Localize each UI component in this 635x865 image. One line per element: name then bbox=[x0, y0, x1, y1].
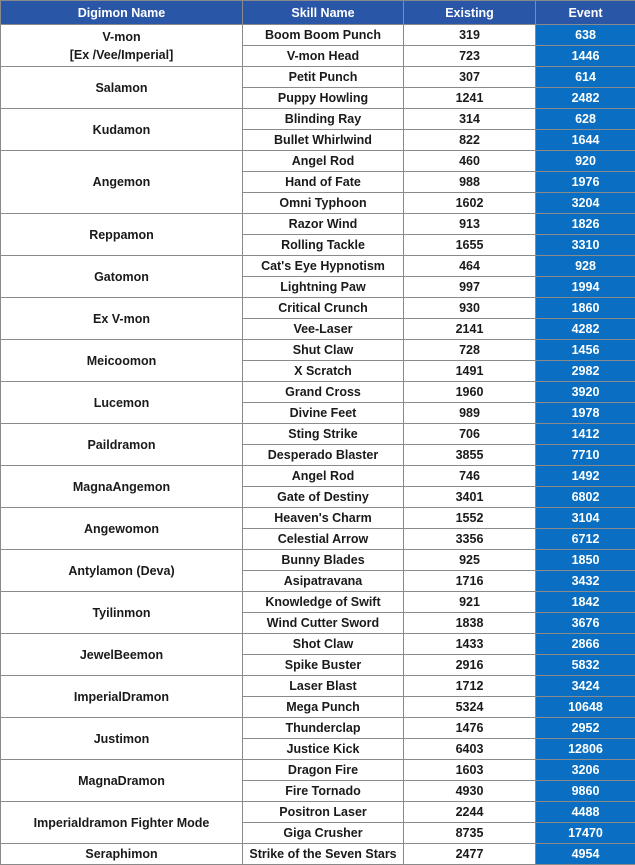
event-value-cell: 3104 bbox=[536, 508, 635, 529]
header-skill-name: Skill Name bbox=[243, 1, 404, 25]
event-value-cell: 638 bbox=[536, 25, 635, 46]
skill-name-cell: V-mon Head bbox=[243, 46, 404, 67]
event-value-cell: 5832 bbox=[536, 655, 635, 676]
digimon-name-line: Justimon bbox=[94, 732, 150, 746]
existing-value-cell: 1476 bbox=[404, 718, 536, 739]
digimon-name-cell bbox=[1, 760, 243, 802]
existing-value-cell: 822 bbox=[404, 130, 536, 151]
skill-name-cell: Knowledge of Swift bbox=[243, 592, 404, 613]
digimon-name-cell bbox=[1, 592, 243, 634]
table-row bbox=[1, 256, 635, 277]
skill-name-cell: Blinding Ray bbox=[243, 109, 404, 130]
skill-name-cell: Fire Tornado bbox=[243, 781, 404, 802]
existing-value-cell: 706 bbox=[404, 424, 536, 445]
table-row bbox=[1, 802, 635, 823]
digimon-name-line: Ex V-mon bbox=[93, 312, 150, 326]
event-value-cell: 2482 bbox=[536, 88, 635, 109]
existing-value-cell: 2141 bbox=[404, 319, 536, 340]
event-value-cell: 4954 bbox=[536, 844, 635, 865]
event-value-cell: 1412 bbox=[536, 424, 635, 445]
event-value-cell: 12806 bbox=[536, 739, 635, 760]
digimon-name-line: V-mon bbox=[102, 30, 140, 44]
table-row bbox=[1, 844, 635, 865]
event-value-cell: 1644 bbox=[536, 130, 635, 151]
digimon-name-line: Angewomon bbox=[84, 522, 159, 536]
event-value-cell: 920 bbox=[536, 151, 635, 172]
existing-value-cell: 5324 bbox=[404, 697, 536, 718]
skill-name-cell: Bullet Whirlwind bbox=[243, 130, 404, 151]
table-row bbox=[1, 676, 635, 697]
digimon-name-cell bbox=[1, 67, 243, 109]
existing-value-cell: 2916 bbox=[404, 655, 536, 676]
skill-name-cell: Shut Claw bbox=[243, 340, 404, 361]
existing-value-cell: 307 bbox=[404, 67, 536, 88]
digimon-name-line: Kudamon bbox=[93, 123, 151, 137]
skill-name-cell: Shot Claw bbox=[243, 634, 404, 655]
table-body bbox=[1, 25, 635, 865]
digimon-name-line: Salamon bbox=[95, 81, 147, 95]
existing-value-cell: 925 bbox=[404, 550, 536, 571]
digimon-name-line: Seraphimon bbox=[85, 847, 157, 861]
skill-name-cell: Critical Crunch bbox=[243, 298, 404, 319]
table-row bbox=[1, 340, 635, 361]
digimon-name-line: Imperialdramon Fighter Mode bbox=[34, 816, 210, 830]
event-value-cell: 2952 bbox=[536, 718, 635, 739]
table-row bbox=[1, 382, 635, 403]
digimon-name-cell bbox=[1, 466, 243, 508]
skill-name-cell: Hand of Fate bbox=[243, 172, 404, 193]
existing-value-cell: 3855 bbox=[404, 445, 536, 466]
event-value-cell: 1492 bbox=[536, 466, 635, 487]
skill-name-cell: Giga Crusher bbox=[243, 823, 404, 844]
table-row bbox=[1, 760, 635, 781]
event-value-cell: 4488 bbox=[536, 802, 635, 823]
digimon-name-line: Antylamon (Deva) bbox=[68, 564, 174, 578]
existing-value-cell: 1552 bbox=[404, 508, 536, 529]
existing-value-cell: 3401 bbox=[404, 487, 536, 508]
event-value-cell: 3920 bbox=[536, 382, 635, 403]
skill-name-cell: Justice Kick bbox=[243, 739, 404, 760]
event-value-cell: 2866 bbox=[536, 634, 635, 655]
event-value-cell: 1850 bbox=[536, 550, 635, 571]
skill-name-cell: Asipatravana bbox=[243, 571, 404, 592]
existing-value-cell: 1433 bbox=[404, 634, 536, 655]
table-row bbox=[1, 109, 635, 130]
header-event: Event bbox=[536, 1, 635, 25]
header-digimon-name: Digimon Name bbox=[1, 1, 243, 25]
table-row bbox=[1, 67, 635, 88]
existing-value-cell: 1655 bbox=[404, 235, 536, 256]
skill-name-cell: Gate of Destiny bbox=[243, 487, 404, 508]
table-row bbox=[1, 466, 635, 487]
table-row bbox=[1, 25, 635, 46]
skill-name-cell: Heaven's Charm bbox=[243, 508, 404, 529]
digimon-name-cell bbox=[1, 151, 243, 214]
existing-value-cell: 8735 bbox=[404, 823, 536, 844]
table-row bbox=[1, 298, 635, 319]
skill-name-cell: Petit Punch bbox=[243, 67, 404, 88]
skill-name-cell: Spike Buster bbox=[243, 655, 404, 676]
skill-name-cell: Mega Punch bbox=[243, 697, 404, 718]
existing-value-cell: 2244 bbox=[404, 802, 536, 823]
skill-name-cell: Desperado Blaster bbox=[243, 445, 404, 466]
event-value-cell: 1978 bbox=[536, 403, 635, 424]
digimon-name-cell bbox=[1, 844, 243, 865]
event-value-cell: 1446 bbox=[536, 46, 635, 67]
digimon-name-line: Lucemon bbox=[94, 396, 150, 410]
existing-value-cell: 2477 bbox=[404, 844, 536, 865]
skill-name-cell: Cat's Eye Hypnotism bbox=[243, 256, 404, 277]
event-value-cell: 3204 bbox=[536, 193, 635, 214]
event-value-cell: 4282 bbox=[536, 319, 635, 340]
table-row bbox=[1, 424, 635, 445]
skill-name-cell: Vee-Laser bbox=[243, 319, 404, 340]
skill-name-cell: Strike of the Seven Stars bbox=[243, 844, 404, 865]
event-value-cell: 7710 bbox=[536, 445, 635, 466]
existing-value-cell: 1491 bbox=[404, 361, 536, 382]
digimon-name-line: MagnaAngemon bbox=[73, 480, 170, 494]
existing-value-cell: 314 bbox=[404, 109, 536, 130]
existing-value-cell: 3356 bbox=[404, 529, 536, 550]
event-value-cell: 17470 bbox=[536, 823, 635, 844]
existing-value-cell: 1712 bbox=[404, 676, 536, 697]
event-value-cell: 614 bbox=[536, 67, 635, 88]
event-value-cell: 628 bbox=[536, 109, 635, 130]
table-row bbox=[1, 718, 635, 739]
skill-name-cell: Lightning Paw bbox=[243, 277, 404, 298]
existing-value-cell: 1241 bbox=[404, 88, 536, 109]
event-value-cell: 1842 bbox=[536, 592, 635, 613]
digimon-name-cell bbox=[1, 214, 243, 256]
event-value-cell: 6802 bbox=[536, 487, 635, 508]
existing-value-cell: 464 bbox=[404, 256, 536, 277]
table-row bbox=[1, 214, 635, 235]
skill-name-cell: Angel Rod bbox=[243, 466, 404, 487]
digimon-name-cell bbox=[1, 298, 243, 340]
skill-name-cell: Laser Blast bbox=[243, 676, 404, 697]
digimon-name-cell bbox=[1, 634, 243, 676]
skill-name-cell: Grand Cross bbox=[243, 382, 404, 403]
digimon-name-line: ImperialDramon bbox=[74, 690, 169, 704]
table-row bbox=[1, 592, 635, 613]
existing-value-cell: 913 bbox=[404, 214, 536, 235]
digimon-name-line: Gatomon bbox=[94, 270, 149, 284]
skill-name-cell: Omni Typhoon bbox=[243, 193, 404, 214]
skill-name-cell: X Scratch bbox=[243, 361, 404, 382]
digimon-name-line: Angemon bbox=[93, 175, 151, 189]
digimon-name-line: JewelBeemon bbox=[80, 648, 163, 662]
event-value-cell: 1826 bbox=[536, 214, 635, 235]
digimon-name-line: [Ex /Vee/Imperial] bbox=[70, 48, 174, 62]
digimon-name-cell bbox=[1, 256, 243, 298]
existing-value-cell: 1960 bbox=[404, 382, 536, 403]
table-row bbox=[1, 634, 635, 655]
digimon-name-line: Paildramon bbox=[87, 438, 155, 452]
skill-name-cell: Positron Laser bbox=[243, 802, 404, 823]
digimon-name-cell bbox=[1, 340, 243, 382]
event-value-cell: 3310 bbox=[536, 235, 635, 256]
event-value-cell: 6712 bbox=[536, 529, 635, 550]
existing-value-cell: 460 bbox=[404, 151, 536, 172]
event-value-cell: 1860 bbox=[536, 298, 635, 319]
existing-value-cell: 1603 bbox=[404, 760, 536, 781]
header-existing: Existing bbox=[404, 1, 536, 25]
event-value-cell: 928 bbox=[536, 256, 635, 277]
digimon-name-cell bbox=[1, 550, 243, 592]
event-value-cell: 1456 bbox=[536, 340, 635, 361]
table-row bbox=[1, 508, 635, 529]
skill-name-cell: Sting Strike bbox=[243, 424, 404, 445]
existing-value-cell: 930 bbox=[404, 298, 536, 319]
digimon-name-cell bbox=[1, 109, 243, 151]
digimon-name-line: Reppamon bbox=[89, 228, 154, 242]
existing-value-cell: 4930 bbox=[404, 781, 536, 802]
skill-name-cell: Dragon Fire bbox=[243, 760, 404, 781]
table-row bbox=[1, 151, 635, 172]
existing-value-cell: 989 bbox=[404, 403, 536, 424]
existing-value-cell: 921 bbox=[404, 592, 536, 613]
existing-value-cell: 6403 bbox=[404, 739, 536, 760]
existing-value-cell: 728 bbox=[404, 340, 536, 361]
table-row bbox=[1, 550, 635, 571]
digimon-name-line: MagnaDramon bbox=[78, 774, 165, 788]
digimon-name-cell bbox=[1, 802, 243, 844]
skill-name-cell: Rolling Tackle bbox=[243, 235, 404, 256]
skill-name-cell: Celestial Arrow bbox=[243, 529, 404, 550]
skill-name-cell: Divine Feet bbox=[243, 403, 404, 424]
existing-value-cell: 723 bbox=[404, 46, 536, 67]
event-value-cell: 3676 bbox=[536, 613, 635, 634]
existing-value-cell: 988 bbox=[404, 172, 536, 193]
event-value-cell: 3424 bbox=[536, 676, 635, 697]
event-value-cell: 9860 bbox=[536, 781, 635, 802]
existing-value-cell: 1716 bbox=[404, 571, 536, 592]
skill-name-cell: Bunny Blades bbox=[243, 550, 404, 571]
event-value-cell: 2982 bbox=[536, 361, 635, 382]
skill-name-cell: Thunderclap bbox=[243, 718, 404, 739]
digimon-name-cell bbox=[1, 25, 243, 67]
event-value-cell: 3206 bbox=[536, 760, 635, 781]
skill-name-cell: Puppy Howling bbox=[243, 88, 404, 109]
existing-value-cell: 997 bbox=[404, 277, 536, 298]
digimon-name-cell bbox=[1, 382, 243, 424]
skill-name-cell: Wind Cutter Sword bbox=[243, 613, 404, 634]
digimon-name-line: Meicoomon bbox=[87, 354, 156, 368]
existing-value-cell: 746 bbox=[404, 466, 536, 487]
existing-value-cell: 319 bbox=[404, 25, 536, 46]
existing-value-cell: 1602 bbox=[404, 193, 536, 214]
digimon-name-line: Tyilinmon bbox=[92, 606, 150, 620]
digimon-name-cell bbox=[1, 676, 243, 718]
skill-name-cell: Razor Wind bbox=[243, 214, 404, 235]
digimon-name-cell bbox=[1, 718, 243, 760]
event-value-cell: 10648 bbox=[536, 697, 635, 718]
skill-name-cell: Boom Boom Punch bbox=[243, 25, 404, 46]
header-row bbox=[1, 1, 635, 25]
event-value-cell: 3432 bbox=[536, 571, 635, 592]
existing-value-cell: 1838 bbox=[404, 613, 536, 634]
event-value-cell: 1994 bbox=[536, 277, 635, 298]
digimon-name-cell bbox=[1, 508, 243, 550]
event-value-cell: 1976 bbox=[536, 172, 635, 193]
digimon-name-cell bbox=[1, 424, 243, 466]
skill-name-cell: Angel Rod bbox=[243, 151, 404, 172]
